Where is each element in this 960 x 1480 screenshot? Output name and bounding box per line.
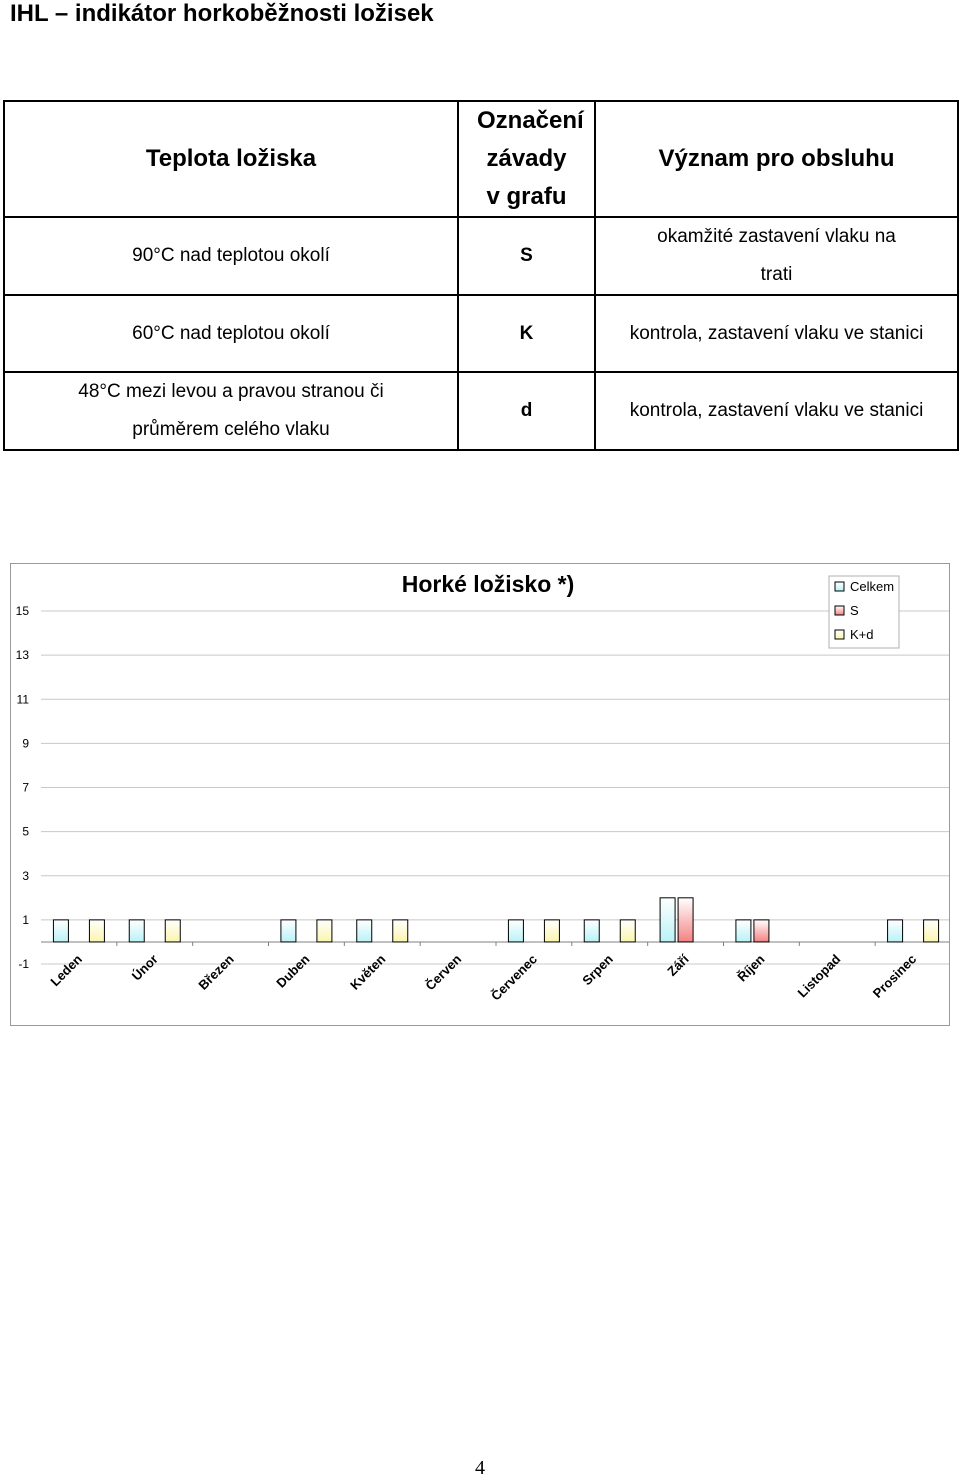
bar-kd	[165, 920, 180, 942]
temperature-cell: 60°C nad teplotou okolí	[4, 295, 458, 372]
x-category-label: Září	[664, 951, 692, 979]
y-tick-label: 15	[15, 604, 29, 618]
header-meaning: Význam pro obsluhu	[595, 101, 958, 217]
temperature-cell: 90°C nad teplotou okolí	[4, 217, 458, 295]
bar-kd	[89, 920, 104, 942]
bar-celkem	[508, 920, 523, 942]
legend-swatch	[835, 606, 844, 615]
x-category-label: Leden	[47, 951, 86, 990]
y-tick-label: 5	[22, 824, 29, 839]
bar-celkem	[357, 920, 372, 942]
chart-title: Horké ložisko *)	[401, 571, 575, 597]
legend-swatch	[835, 582, 844, 591]
bar-celkem	[53, 920, 68, 942]
bar-celkem	[736, 920, 751, 942]
y-tick-label: 7	[22, 780, 29, 795]
bar-kd	[620, 920, 635, 942]
x-category-label: Únor	[128, 951, 161, 984]
header-temperature: Teplota ložiska	[4, 101, 458, 217]
code-cell: d	[458, 372, 595, 450]
legend-label: K+d	[850, 627, 874, 642]
code-cell: S	[458, 217, 595, 295]
temperature-cell: 48°C mezi levou a pravou stranou či průměrem celého vlaku	[4, 372, 458, 450]
bar-s	[754, 920, 769, 942]
bar-celkem	[129, 920, 144, 942]
bar-kd	[317, 920, 332, 942]
table-row	[4, 295, 958, 372]
legend-label: Celkem	[850, 579, 895, 594]
y-tick-label: 1	[22, 912, 29, 927]
bar-kd	[544, 920, 559, 942]
meaning-cell: kontrola, zastavení vlaku ve stanici	[595, 295, 958, 372]
x-category-label: Duben	[273, 951, 313, 991]
fault-table	[3, 100, 959, 451]
y-tick-label: 11	[16, 692, 29, 707]
bar-s	[678, 898, 693, 942]
x-category-label: Květen	[347, 951, 389, 993]
y-tick-label: 13	[15, 648, 29, 663]
table-row	[4, 372, 958, 450]
y-tick-label: -1	[18, 957, 29, 971]
meaning-cell: okamžité zastavení vlaku na trati	[595, 217, 958, 295]
x-category-label: Březen	[195, 951, 237, 993]
x-category-label: Červen	[422, 951, 465, 994]
bar-kd	[924, 920, 939, 942]
legend-swatch	[835, 630, 844, 639]
bar-celkem	[660, 898, 675, 942]
x-category-label: Říjen	[734, 951, 768, 985]
table-header-row	[4, 101, 958, 217]
bar-kd	[393, 920, 408, 942]
bar-celkem	[584, 920, 599, 942]
legend-label: S	[850, 603, 859, 618]
x-category-label: Listopad	[794, 951, 844, 1001]
x-category-label: Srpen	[579, 951, 616, 989]
chart-container	[10, 563, 950, 1026]
y-tick-label: 3	[22, 868, 29, 883]
bearing-chart	[11, 564, 949, 1025]
code-cell: K	[458, 295, 595, 372]
x-category-label: Červenec	[488, 951, 541, 1004]
table-row	[4, 217, 958, 295]
bar-celkem	[281, 920, 296, 942]
header-code: Označení závady v grafu	[458, 101, 595, 217]
page-number: 4	[475, 1457, 485, 1479]
meaning-cell: kontrola, zastavení vlaku ve stanici	[595, 372, 958, 450]
x-category-label: Prosinec	[869, 951, 920, 1001]
y-tick-label: 9	[22, 736, 29, 751]
bar-celkem	[888, 920, 903, 942]
document-title: IHL – indikátor horkoběžnosti ložisek	[10, 0, 434, 27]
